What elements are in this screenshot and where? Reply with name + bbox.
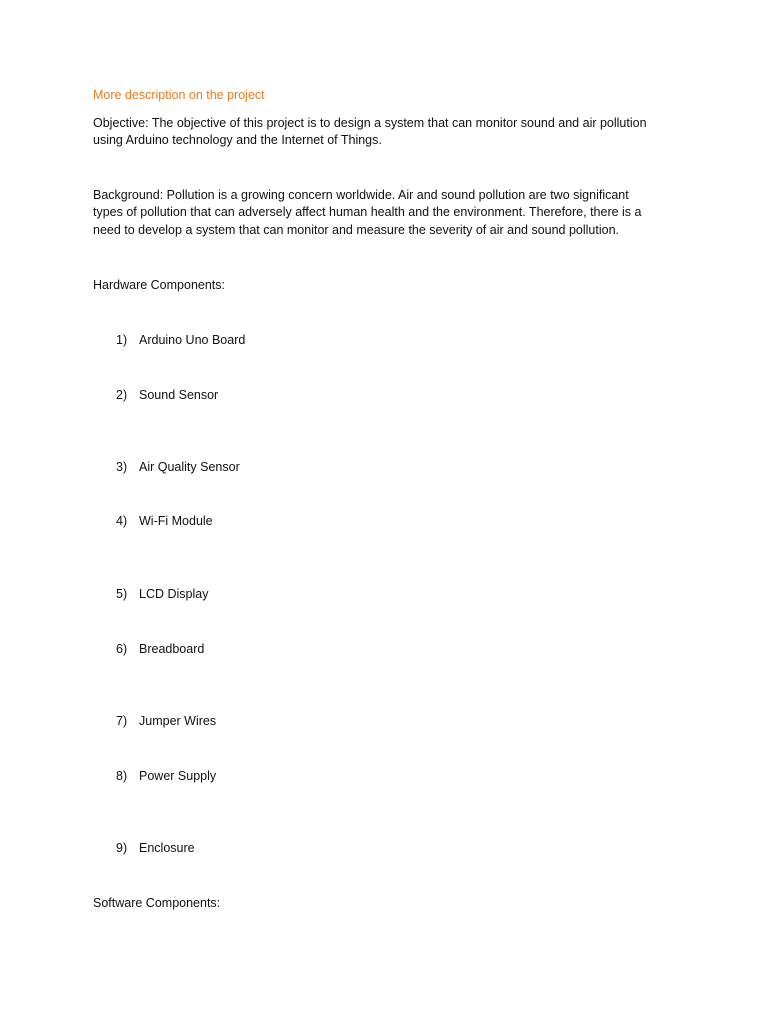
list-item	[116, 387, 218, 405]
list-label: LCD Display	[139, 587, 209, 601]
list-label: Arduino Uno Board	[139, 333, 246, 347]
hardware-heading: Hardware Components:	[93, 278, 226, 292]
list-item	[116, 768, 216, 786]
list-label: Power Supply	[139, 769, 217, 783]
objective-line-2: using Arduino technology and the Internet of Things.	[93, 133, 382, 147]
list-label: Breadboard	[139, 642, 205, 656]
list-item	[116, 641, 204, 659]
list-item	[116, 586, 208, 604]
list-number: 9)	[116, 841, 128, 855]
list-number: 5)	[116, 587, 128, 601]
list-label: Jumper Wires	[139, 714, 217, 728]
list-number: 4)	[116, 514, 128, 528]
list-number: 8)	[116, 769, 128, 783]
list-number: 6)	[116, 642, 128, 656]
software-heading: Software Components:	[93, 896, 221, 910]
objective-line-1: Objective: The objective of this project is to design a system that can monitor sound and air pollution	[93, 116, 647, 130]
list-label: Air Quality Sensor	[139, 460, 240, 474]
list-label: Enclosure	[139, 841, 195, 855]
list-item	[116, 713, 216, 731]
list-label: Wi-Fi Module	[139, 514, 213, 528]
section-heading: More description on the project	[93, 88, 265, 102]
list-number: 3)	[116, 460, 128, 474]
list-number: 2)	[116, 388, 128, 402]
list-label: Sound Sensor	[139, 388, 219, 402]
list-item	[116, 332, 245, 350]
list-item	[116, 840, 195, 858]
background-line-1: Background: Pollution is a growing concern worldwide. Air and sound pollution are two significant	[93, 188, 629, 202]
list-item	[116, 513, 213, 531]
background-line-2: types of pollution that can adversely affect human health and the environment. Therefore, there is a	[93, 205, 642, 219]
list-item	[116, 459, 240, 477]
background-line-3: need to develop a system that can monitor and measure the severity of air and sound pollution.	[93, 223, 620, 237]
list-number: 1)	[116, 333, 128, 347]
list-number: 7)	[116, 714, 128, 728]
